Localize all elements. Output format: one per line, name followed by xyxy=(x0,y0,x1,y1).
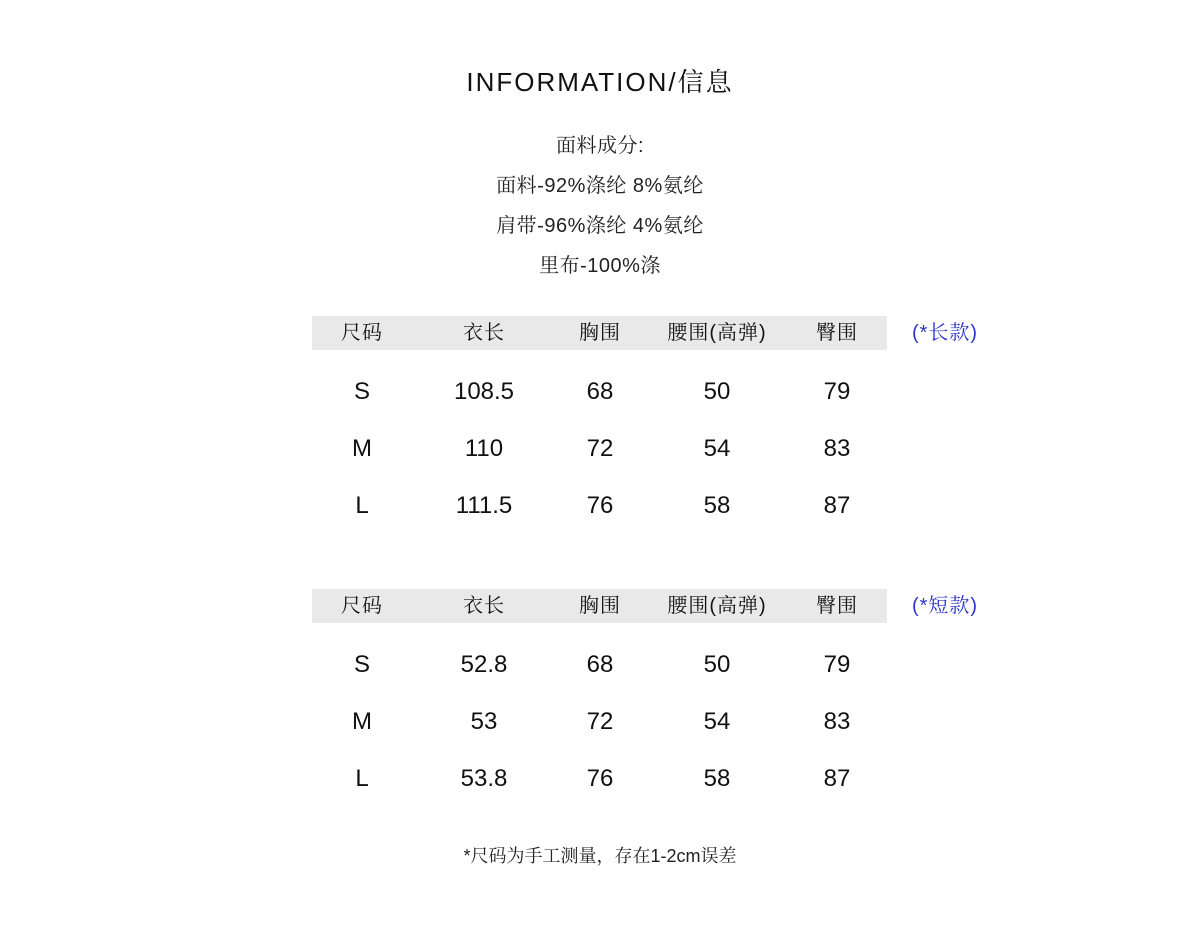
cell-length: 110 xyxy=(464,435,504,462)
cell-length: 53.8 xyxy=(460,765,508,792)
table-row xyxy=(312,363,992,420)
size-table-long xyxy=(312,316,992,521)
variant-label: (*长款) xyxy=(911,322,979,344)
cell-hip: 83 xyxy=(823,708,851,735)
cell-waist: 58 xyxy=(703,765,731,792)
cell-size: L xyxy=(355,492,369,519)
header-size: 尺码 xyxy=(341,322,383,344)
cell-size: S xyxy=(353,378,371,405)
header-waist: 腰围(高弹) xyxy=(667,322,767,344)
fabric-composition xyxy=(0,126,1200,286)
cell-size: S xyxy=(353,651,371,678)
cell-hip: 87 xyxy=(823,765,851,792)
variant-label: (*短款) xyxy=(911,595,979,617)
header-length: 衣长 xyxy=(463,322,505,344)
table-row xyxy=(312,693,992,750)
header-bust: 胸围 xyxy=(579,595,621,617)
table-row xyxy=(312,420,992,477)
measurement-note: *尺码为手工测量，存在1-2cm误差 xyxy=(463,846,737,866)
cell-hip: 87 xyxy=(823,492,851,519)
size-table-short xyxy=(312,589,992,794)
cell-bust: 72 xyxy=(586,435,614,462)
page-title: INFORMATION/信息 xyxy=(466,67,734,97)
table-row xyxy=(312,750,992,807)
cell-length: 111.5 xyxy=(455,492,513,519)
cell-waist: 54 xyxy=(703,435,731,462)
cell-waist: 50 xyxy=(703,378,731,405)
header-length: 衣长 xyxy=(463,595,505,617)
cell-length: 53 xyxy=(470,708,498,735)
cell-waist: 58 xyxy=(703,492,731,519)
cell-bust: 72 xyxy=(586,708,614,735)
table-row xyxy=(312,636,992,693)
cell-bust: 68 xyxy=(586,651,614,678)
cell-bust: 76 xyxy=(586,765,614,792)
cell-bust: 76 xyxy=(586,492,614,519)
table-row xyxy=(312,477,992,534)
fabric-line: 面料-92%涤纶 8%氨纶 xyxy=(496,175,704,197)
table-header xyxy=(312,589,992,623)
cell-bust: 68 xyxy=(586,378,614,405)
header-waist: 腰围(高弹) xyxy=(667,595,767,617)
fabric-line: 肩带-96%涤纶 4%氨纶 xyxy=(496,215,704,237)
header-hip: 臀围 xyxy=(816,322,858,344)
cell-length: 52.8 xyxy=(460,651,508,678)
cell-hip: 83 xyxy=(823,435,851,462)
cell-size: M xyxy=(352,708,372,735)
table-header xyxy=(312,316,992,350)
header-size: 尺码 xyxy=(341,595,383,617)
cell-waist: 54 xyxy=(703,708,731,735)
cell-waist: 50 xyxy=(703,651,731,678)
cell-length: 108.5 xyxy=(453,378,515,405)
cell-size: M xyxy=(352,435,372,462)
cell-hip: 79 xyxy=(823,378,851,405)
fabric-heading: 面料成分: xyxy=(555,135,645,157)
cell-hip: 79 xyxy=(823,651,851,678)
cell-size: L xyxy=(355,765,369,792)
header-hip: 臀围 xyxy=(816,595,858,617)
fabric-line: 里布-100%涤 xyxy=(539,255,661,277)
header-bust: 胸围 xyxy=(579,322,621,344)
